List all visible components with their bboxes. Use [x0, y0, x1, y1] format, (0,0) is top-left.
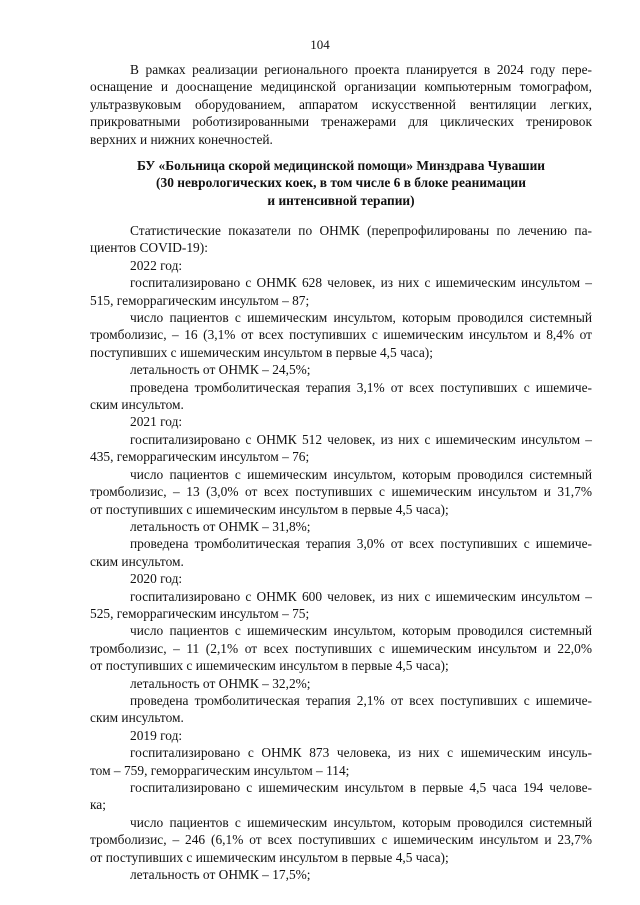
- body-line: летальность от ОНМК – 24,5%;: [130, 362, 311, 378]
- body-line: 435, геморрагическим инсультом – 76;: [90, 449, 310, 465]
- body-line: проведена тромболитическая терапия 3,1% от всех поступивших с ишемиче-: [130, 379, 592, 395]
- body-line: тромболизис, – 13 (3,0% от всех поступивших с ишемическим инсультом и 31,7%: [90, 484, 592, 500]
- heading-line: БУ «Больница скорой медицинской помощи» Минздрава Чувашии: [137, 158, 545, 173]
- body-line: 2021 год:: [130, 414, 183, 430]
- body-line: ским инсультом.: [90, 397, 184, 413]
- page-number: 104: [310, 37, 330, 52]
- intro-line: верхних и нижних конечностей.: [90, 131, 273, 147]
- body-line: Статистические показатели по ОНМК (перепрофилированы по лечению па-: [130, 223, 592, 238]
- intro-line: оснащение и дооснащение медицинской организации компьютерным томографом,: [90, 79, 592, 95]
- body-line: госпитализировано с ОНМК 600 человек, из них с ишемическим инсультом –: [130, 588, 592, 604]
- body-line: 2022 год:: [130, 257, 183, 273]
- body-line: поступивших с ишемическим инсультом в первые 4,5 часа);: [90, 344, 433, 360]
- body-line: летальность от ОНМК – 17,5%;: [130, 867, 311, 883]
- body-line: тромболизис, – 11 (2,1% от всех поступивших с ишемическим инсультом и 22,0%: [90, 640, 592, 656]
- body-line: от поступивших с ишемическим инсультом в первые 4,5 часа);: [90, 501, 449, 517]
- intro-line: прикроватными роботизированными тренажерами для циклических тренировок: [90, 114, 592, 130]
- heading-line: (30 неврологических коек, в том числе 6 в блоке реанимации: [156, 175, 526, 191]
- body-line: 515, геморрагическим инсультом – 87;: [90, 292, 310, 308]
- section-heading: [90, 157, 592, 209]
- body-line: 2019 год:: [130, 727, 183, 743]
- statistics-body: [90, 222, 592, 883]
- body-line: госпитализировано с ОНМК 512 человек, из них с ишемическим инсультом –: [130, 431, 592, 447]
- intro-line: ультразвуковым оборудованием, аппаратом искусственной вентиляции легких,: [90, 96, 592, 112]
- body-line: госпитализировано с ишемическим инсультом в первые 4,5 часа 194 челове-: [130, 780, 592, 795]
- body-line: число пациентов с ишемическим инсультом, которым проводился системный: [130, 623, 592, 639]
- body-line: тромболизис, – 16 (3,1% от всех поступивших с ишемическим инсультом и 8,4% от: [90, 327, 592, 343]
- body-line: проведена тромболитическая терапия 2,1% от всех поступивших с ишемиче-: [130, 692, 592, 708]
- body-line: от поступивших с ишемическим инсультом в первые 4,5 часа);: [90, 658, 449, 674]
- body-line: ским инсультом.: [90, 553, 184, 569]
- body-line: 2020 год:: [130, 571, 183, 587]
- body-line: от поступивших с ишемическим инсультом в первые 4,5 часа);: [90, 849, 449, 865]
- body-line: госпитализировано с ОНМК 873 человека, из них с ишемическим инсуль-: [130, 745, 592, 761]
- body-line: ским инсультом.: [90, 710, 184, 726]
- body-line: проведена тромболитическая терапия 3,0% от всех поступивших с ишемиче-: [130, 536, 592, 552]
- body-line: летальность от ОНМК – 31,8%;: [130, 518, 311, 534]
- body-line: число пациентов с ишемическим инсультом, которым проводился системный: [130, 466, 592, 482]
- body-line: 525, геморрагическим инсультом – 75;: [90, 605, 310, 621]
- intro-line: В рамках реализации регионального проекта планируется в 2024 году пере-: [130, 62, 592, 77]
- body-line: летальность от ОНМК – 32,2%;: [130, 675, 311, 691]
- body-line: ка;: [90, 797, 106, 813]
- body-line: том – 759, геморрагическим инсультом – 114;: [90, 762, 350, 778]
- body-line: тромболизис, – 246 (6,1% от всех поступивших с ишемическим инсультом и 23,7%: [90, 832, 592, 848]
- intro-paragraph: [90, 61, 592, 148]
- body-line: число пациентов с ишемическим инсультом, которым проводился системный: [130, 310, 592, 326]
- body-line: число пациентов с ишемическим инсультом, которым проводился системный: [130, 814, 592, 830]
- body-line: госпитализировано с ОНМК 628 человек, из них с ишемическим инсультом –: [130, 275, 592, 291]
- heading-line: и интенсивной терапии): [267, 192, 415, 208]
- body-line: циентов COVID-19):: [90, 240, 208, 256]
